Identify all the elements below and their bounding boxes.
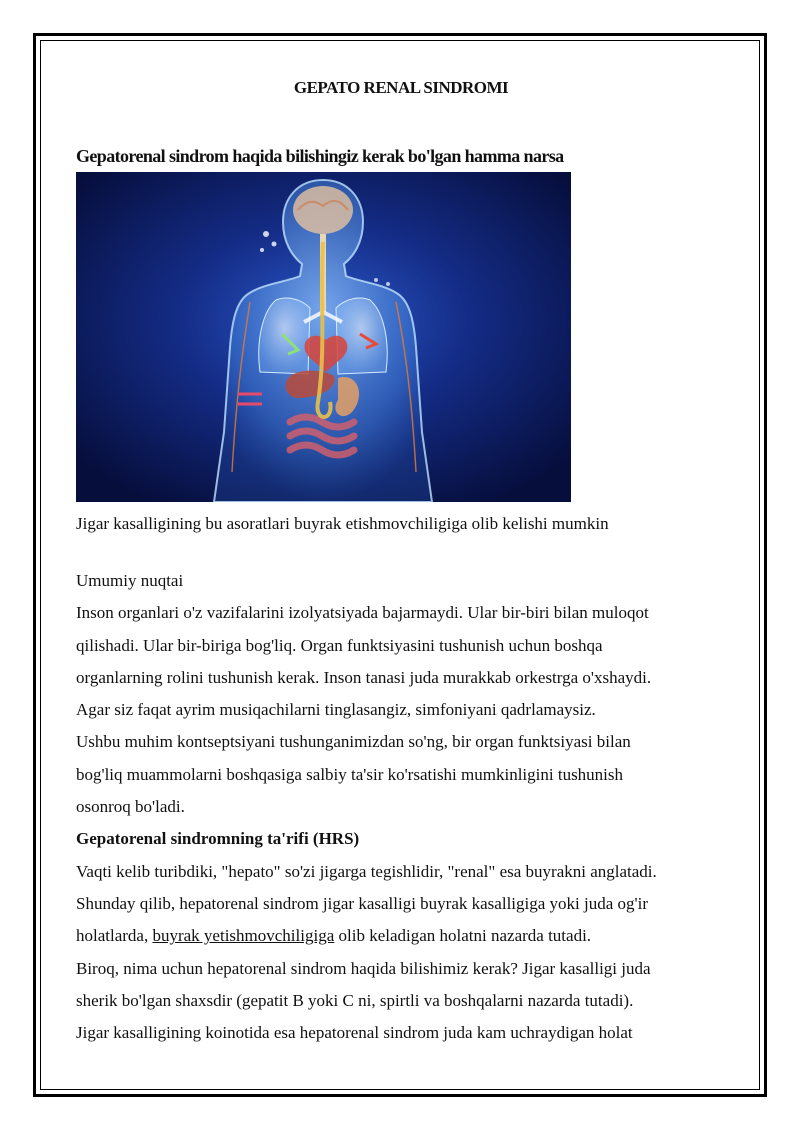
kidney-failure-link[interactable]: buyrak yetishmovchiligiga bbox=[152, 926, 335, 946]
document-title: GEPATO RENAL SINDROMI bbox=[293, 78, 509, 97]
overview-line: bog'liq muammolarni boshqasiga salbiy ta'sir ko'rsatishi mumkinligini tushunish bbox=[76, 764, 624, 784]
document-subtitle: Gepatorenal sindrom haqida bilishingiz kerak bo'lgan hamma narsa bbox=[76, 146, 564, 166]
overview-line: Ushbu muhim kontseptsiyani tushunganimizdan so'ng, bir organ funktsiyasi bilan bbox=[76, 732, 631, 752]
overview-line: osonroq bo'ladi. bbox=[76, 797, 185, 817]
closing-line: Biroq, nima uchun hepatorenal sindrom haqida bilishimiz kerak? Jigar kasalligi juda bbox=[76, 958, 651, 978]
definition-line: Shunday qilib, hepatorenal sindrom jigar kasalligi buyrak kasalligiga yoki juda og'ir bbox=[76, 893, 648, 913]
definition-text: olib keladigan holatni nazarda tutadi. bbox=[334, 926, 592, 946]
overview-line: Inson organlari o'z vazifalarini izolyatsiyada bajarmaydi. Ular bir-biri bilan muloqot bbox=[76, 603, 649, 623]
overview-heading: Umumiy nuqtai bbox=[76, 571, 184, 590]
overview-line: Agar siz faqat ayrim musiqachilarni tinglasangiz, simfoniyani qadrlamaysiz. bbox=[76, 700, 596, 720]
document-body bbox=[76, 70, 726, 1049]
closing-line: sherik bo'lgan shaxsdir (gepatit B yoki C ni, spirtli va boshqalarni nazarda tutadi). bbox=[76, 990, 634, 1010]
overview-line: organlarning rolini tushunish kerak. Inson tanasi juda murakkab orkestrga o'xshaydi. bbox=[76, 667, 652, 687]
definition-heading: Gepatorenal sindromning ta'rifi (HRS) bbox=[76, 829, 360, 849]
anatomy-illustration bbox=[76, 172, 571, 502]
definition-line: Vaqti kelib turibdiki, "hepato" so'zi jigarga tegishlidir, "renal" esa buyrakni anglatadi. bbox=[76, 861, 657, 881]
article-text bbox=[76, 565, 726, 1049]
closing-line: Jigar kasalligining koinotida esa hepatorenal sindrom juda kam uchraydigan holat bbox=[76, 1023, 633, 1043]
definition-text: holatlarda, bbox=[76, 926, 153, 946]
definition-line-with-link bbox=[76, 920, 726, 952]
overview-line: qilishadi. Ular bir-biriga bog'liq. Organ funktsiyasini tushunish uchun boshqa bbox=[76, 635, 603, 655]
image-caption: Jigar kasalligining bu asoratlari buyrak etishmovchiligiga olib kelishi mumkin bbox=[76, 514, 609, 533]
